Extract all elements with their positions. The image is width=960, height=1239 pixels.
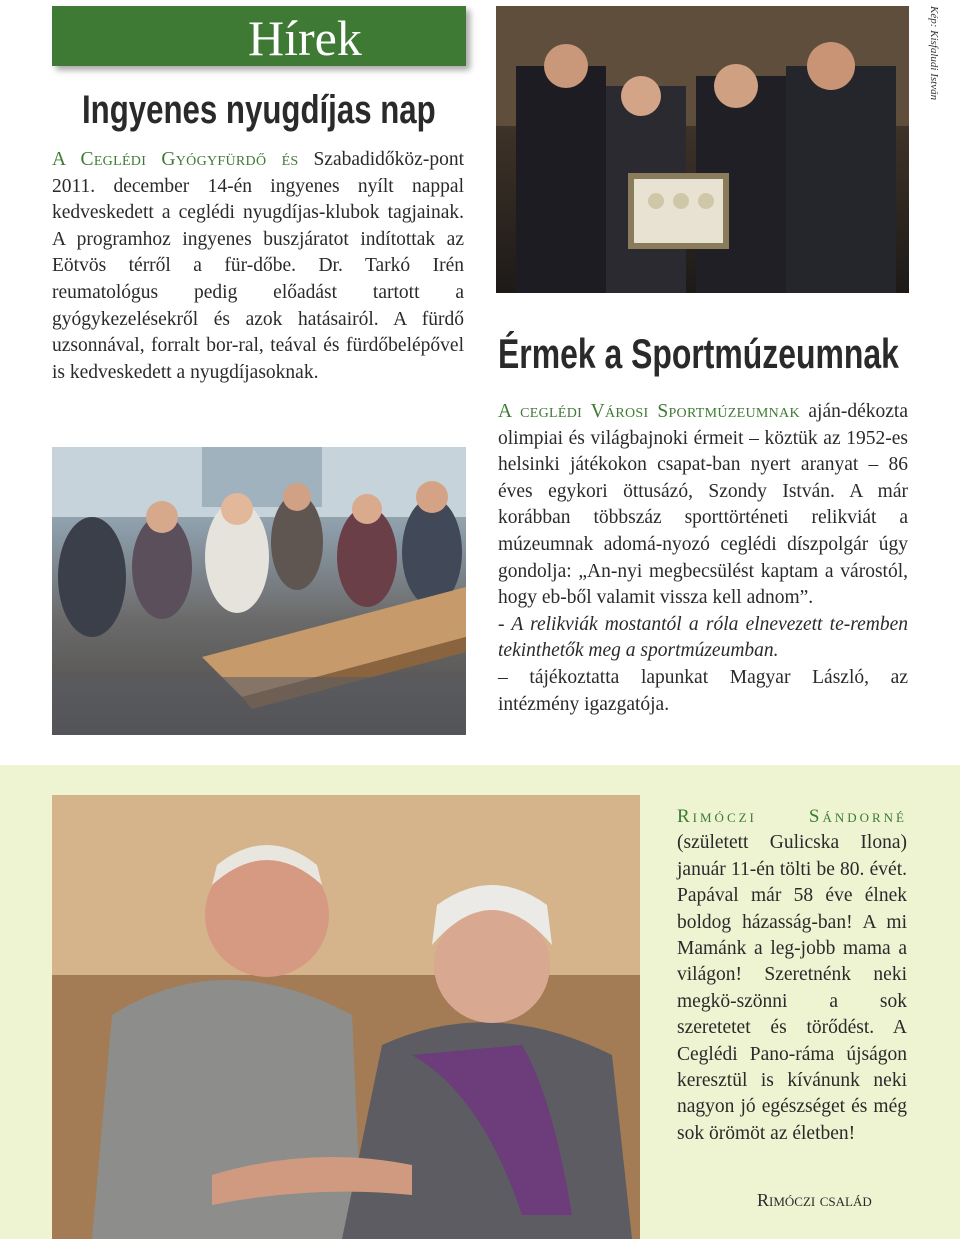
pensioners-photo bbox=[52, 447, 466, 735]
article-body-pension-day bbox=[52, 147, 464, 386]
museum-donation-photo bbox=[496, 6, 909, 293]
birthday-person-name: Rimóczi Sándorné bbox=[677, 806, 907, 827]
article-closing: – tájékoztatta lapunkat Magyar László, az intézmény igazgatója. bbox=[498, 666, 908, 715]
article-headline-sports-museum: Érmek a Sportmúzeumnak bbox=[498, 330, 899, 377]
photo-credit: Kép: Kisfaludi István bbox=[928, 6, 940, 101]
article-text: (született Gulicska Ilona) január 11-én tölti be 80. évét. Papával már 58 éve élnek boldog házasság-ban! A mi Mamánk a leg-jobb mama a világon! Szeretnénk neki megkö-szönni a sok szeretetet és törődést. A Ceglédi Pano-ráma újságon keresztül is kívánunk neki nagyon jó egészséget és még sok örömöt az életben! bbox=[677, 832, 907, 1144]
article-headline-pension-day: Ingyenes nyugdíjas nap bbox=[82, 88, 436, 132]
article-body-birthday bbox=[677, 804, 907, 1147]
article-body-sports-museum bbox=[498, 399, 908, 718]
article-quote: - A relikviák mostantól a róla elnevezett te-remben tekinthetők meg a sportmúzeumban. bbox=[498, 613, 908, 662]
article-text: aján-dékozta olimpiai és világbajnoki érmeit – köztük az 1952-es helsinki játékokon csapat-ban nyert aranyat – 86 éves egykori öttusázó, Szondy István. A már korábban többszáz sporttörténeti relikviát a múzeumnak adomá-nyozó ceglédi díszpolgár úgy gondolja: „An-nyi megbecsülést kaptam a várostól, hogy eb-ből valamit vissza kell adnom”. bbox=[498, 401, 908, 609]
article-text: Szabadidőköz-pont 2011. december 14-én ingyenes nyílt nappal kedveskedett a ceglédi nyugdíjas-klubok tagjainak. A programhoz ingyenes buszjáratot indítottak az Eötvös térről a für-dőbe. Dr. Tarkó Irén reumatológus pedig előadást tartott a gyógykezelésekről és azok hatásairól. A fürdő uzsonnával, forralt bor-ral, teával és fürdőbelépővel is kedveskedett a nyugdíjasoknak. bbox=[52, 149, 464, 383]
section-header bbox=[52, 6, 466, 66]
couple-photo bbox=[52, 795, 640, 1239]
article-lead: A Ceglédi Gyógyfürdő és bbox=[52, 149, 299, 170]
article-lead: A ceglédi Városi Sportmúzeumnak bbox=[498, 401, 800, 422]
section-title: Hírek bbox=[248, 10, 362, 66]
birthday-signature: Rimóczi család bbox=[757, 1190, 872, 1210]
